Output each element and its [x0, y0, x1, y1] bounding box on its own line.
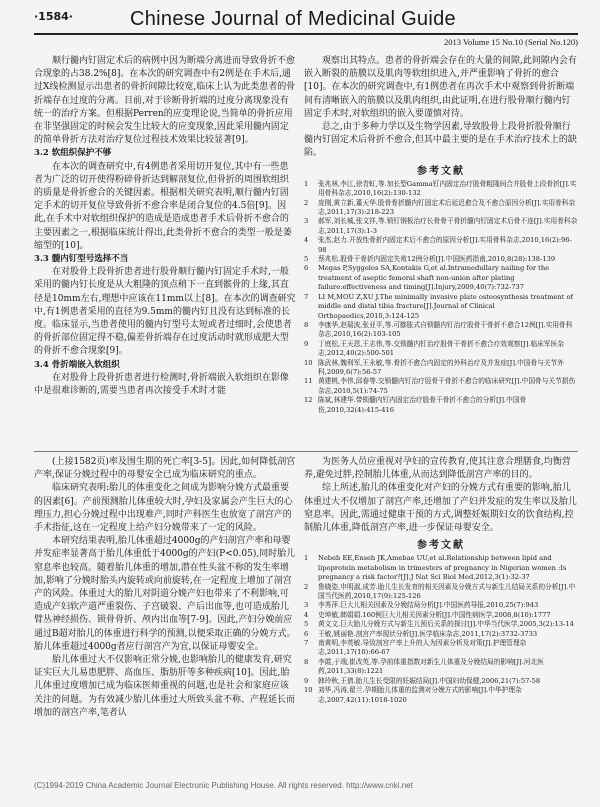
paragraph: 本研究结果表明,胎儿体重超过4000g的产妇剖宫产率和母婴并发症率显著高于胎儿体重低于4000g的产妇(P<0.05),同时胎儿窒息率也较高。随着胎儿体重的增加,潜在性头盆不称的发生率增加,影响了分娩时胎头内旋转或向前旋转,在一定程度上增加了剖宫产的风险。体重过大的胎儿对阴道分娩产妇也带来了不利影响,可造成产妇软产道严重裂伤、子宫破裂、产后出血等,也可造成胎儿臂丛神经损伤、锁骨骨折、颅内出血等[7-9]。因此,产妇分娩前应通过B超对胎儿的体重进行科学的预测,以便采取正确的分娩方式。胎儿体重超过4000g者应行剖宫产为宜,以保证母婴安全。: [34, 536, 296, 652]
reference-number: 6: [304, 264, 309, 273]
paragraph: 胎儿体重过大不仅影响正常分娩,也影响胎儿的健康发育,研究证实巨大儿易患肥胖、高血压、脂肪肝等多种疾病[10]。因此,胎儿体重过度增加已成为临床医师重视的问题,也是社会和家庭应该关注的问题。为有效减少胎儿体重过大所致头盆不称、产程延长而增加的剖宫产率,笔者认: [34, 655, 296, 718]
reference-number: 9: [304, 676, 309, 685]
reference-item: [304, 217, 578, 236]
reference-text: LI M,MOU Z,XU J.The minimally invasive plate osteosynthesis treatment of middle and distal tibia fracture[J].Journal of Clinical Orthopaedics,2010,3:124-125: [318, 292, 574, 320]
paragraph: (上接1582页)率及围生期的死亡率[3-5]。因此,如何降低剖宫产率,保证分娩过程中的母婴安全已成为临床研究的重点。: [34, 457, 296, 481]
reference-text: 南黄明,李英敏.导致剖宫产率上升的人为因素分析及对策[J].护理管理杂志,2011,17(10):66-67: [318, 639, 527, 657]
reference-text: 李秀萍.巨大儿相关因素及分娩结局分析[J].中国医药导报,2010,25(7):943: [318, 601, 539, 610]
reference-text: 丁庭松,王天恩,王志伟,等.交锁髓内钉治疗股骨干骨折不愈合疗效观察[J].临床军医杂志,2012,40(2):500-501: [318, 339, 564, 358]
reference-text: 陈斌,林建华.带锁髓内钉内固定治疗股骨干骨折不愈合的分析[J].中国骨伤,2010,32(4):415-416: [318, 396, 527, 414]
reference-item: [304, 639, 578, 658]
article-upper-right-column: [304, 55, 578, 415]
paragraph: 观察出其特点。患者的骨折端会存在的大量的间隙,此间隙内会有嵌入断裂的筋膜以及肌肉等软组织进入,并严重影响了骨折的愈合[10]。在本次的研究调查中,有1例患者在再次手术中观察到骨折断端间有清晰嵌入的筋膜以及肌肉组织,由此证明,在进行股骨顺行髓内钉固定手术时,对软组织的嵌入要谨慎对待。: [304, 56, 577, 119]
reference-number: 5: [304, 255, 309, 264]
section-heading: 3.4 骨折端嵌入软组织: [34, 359, 120, 370]
reference-item: [304, 255, 578, 264]
reference-number: 5: [304, 620, 309, 629]
reference-item: [304, 236, 578, 255]
paragraph: 在本次的调查研究中,有4例患者采用切开复位,其中有一些患者为广泛的切开使得粉碎骨折达到解剖复位,但骨折的周围软组织的质量是骨折愈合的关键因素。根据相关研究表明,顺行髓内钉固定手术的切开复位导致骨折不愈合率是闭合复位的4.5倍[9]。因此,在手术中对软组织保护的造成是造成患者手术后骨折不愈合的主要因素之一,根据临床统计得出,此类骨折不愈合的类型一般是萎缩型的[10]。: [34, 161, 292, 251]
paragraph: 为医务人员应重视对孕妇的宣传教育,使其注意合理膳食,均衡营养,避免过胖,控制胎儿体重,从而达到降低剖宫产率的目的。: [304, 457, 571, 481]
paragraph: 临床研究表明:胎儿的体重变化之间成为影响分娩方式最重要的因素[6]。产前预测胎儿体重较大时,孕妇及家属会产生巨大的心理压力,担心分娩过程中出现难产,同时产科医生也放宽了剖宫产的手术指征,这在一定程度上给产妇分娩带来了一定的风险。: [34, 483, 293, 534]
reference-item: [304, 686, 578, 705]
reference-item: [304, 677, 578, 686]
issue-info: 2013 Volume 15 No.10 (Serial No.120): [443, 37, 578, 47]
reference-number: 7: [304, 292, 309, 301]
reference-number: 9: [304, 339, 309, 348]
section-heading: 3.3 髓内钉型号选择不当: [34, 254, 129, 265]
paragraph: 顺行髓内钉固定术后的病例中因为断端分离进而导致骨折不愈合现象的占38.2%[8]。在本次的研究调查中有2例是在手术后,通过X线检测显示出患者的骨折间隙比较宽,临床上认为此类患者的骨折端存在过度的分离。目前,对于诊断骨折端的过度分离现象没有统一的治疗方案。但根据Perren的应变理论说,当简单的骨折应用在非坚强固定的时候会发生比较大的应变现象,因此采用髓内固定的简单骨折方法对治疗复位过程技术效果比较显著[9]。: [34, 56, 296, 146]
reference-text: 蔡兆松.股骨干骨折内固定失败12例分析[J].中国医药指南,2010,8(28):138-139: [318, 255, 556, 264]
reference-item: [304, 658, 578, 677]
references-title: 参考文献: [417, 165, 465, 177]
reference-text: 郝军,刘长城,张文祥,等.锁钉钢板治疗长骨骨干骨折髓内钉固定术后骨不连[J].实用骨科杂志,2011,17(3):1-3: [318, 217, 578, 235]
reference-text: Megas P,Syggelos SA,Kontakis G,et al.Intramedullary nailing for the treatment of aseptic femoral shaft non-union after plating failure:effectiveness and timing[J].Injury,2009,40(7):732-737: [318, 264, 550, 292]
reference-number: 12: [304, 396, 313, 405]
article-lower-left-column: [34, 456, 296, 720]
reference-text: 陈武林,魏利军,王永敏,等.骨折不愈合内固定的外科治疗及并发症[J].中国骨与关节外科,2009,6(7):56-57: [318, 358, 564, 376]
reference-text: 庞刚,黄立新,董天华.股骨骨折髓内钉固定术后延迟愈合及不愈合原因分析[J].实用骨科杂志,2011,17(3):218-223: [318, 198, 576, 217]
reference-text: 史坤敏,韩娟娟.160例巨大儿相关因素分析[J].中国性病医学,2008,8(10):1777: [318, 610, 551, 619]
reference-item: [304, 180, 578, 199]
reference-item: [304, 264, 578, 292]
reference-text: 张杰,赵力.开放性骨折内固定术后不愈合的原因分析[J].实用骨科杂志,2010,16(2):96-98: [318, 236, 572, 254]
reference-number: 2: [304, 582, 309, 591]
reference-text: Nebeb EE,Enseh JK,Amebae UU,et al.Relationship between lipid and lipoprotein metabolism in trimesters of pregnancy in Nigerian women :Is pregnancy a risk factor?[J].J Nat Sci Biol Med,2012,3(1):32-37: [318, 554, 567, 582]
references-title: 参考文献: [417, 540, 465, 552]
reference-item: [304, 396, 578, 415]
article-divider: [34, 451, 578, 452]
page-header: [34, 8, 578, 52]
page-number: ·1584·: [34, 10, 73, 23]
reference-text: 鲁晓姿,申明淑,成芳.胎儿生长发育的相关因素及分娩方式与新生儿结局关系的分析[J].中国当代医药,2010,17(9):125-126: [318, 582, 576, 601]
reference-number: 6: [304, 629, 309, 638]
reference-number: 10: [304, 358, 313, 367]
reference-item: [304, 321, 578, 340]
reference-list: [304, 180, 578, 415]
reference-text: 韩玲秋,王倩.胎儿生长受限的妊娠结局[J].中国妇幼保健,2006,21(7):57-58: [318, 676, 541, 685]
reference-number: 10: [304, 686, 313, 695]
header-rule: [34, 33, 578, 35]
reference-number: 8: [304, 320, 309, 329]
reference-text: 王敏,姚丽艳.剖宫产率现状分析[J].医学临床杂志,2011,17(2):3732-3733: [318, 629, 538, 638]
reference-item: [304, 620, 578, 629]
paragraph: 在对股骨上段骨折患者进行股骨顺行髓内钉固定手术时,一般采用的髓内钉长度是从大粗隆的顶点稍下一直到髌骨的上缘,其直径是10mm左右,理想中应该在11mm以上[8]。在本次的调查研究中,有1例患者采用的直径为9.5mm的髓内钉且没有达到标准的长度。临床显示,当患者使用的髓内钉型号太短或者过细时,会使患者的骨折部位固定得不稳,偏差骨折端存在过度活动时就形成肥大型的骨折不愈合现象[9]。: [34, 267, 296, 357]
reference-item: [304, 377, 578, 396]
reference-number: 3: [304, 601, 309, 610]
reference-number: 8: [304, 657, 309, 666]
paragraph: 在对股骨上段骨折患者进行检测时,骨折端嵌入软组织在影像中是很难诊断的,需要当患者再次接受手术时才能: [34, 372, 289, 397]
reference-item: [304, 554, 578, 582]
article-lower-right-column: [304, 456, 578, 705]
copyright-footer: (C)1994-2019 China Academic Journal Electronic Publishing House. All rights reserved. http://www.cnki.net: [34, 781, 413, 790]
paragraph: 综上所述,胎儿的体重变化对产妇的分娩方式有重要的影响,胎儿体重过大不仅增加了剖宫产率,还增加了产妇并发症的发生率以及胎儿窒息率。因此,需通过健康干预的方式,调整妊娠期妇女的饮食结构,控制胎儿体重,降低剖宫产率,进一步保证母婴安全。: [304, 483, 577, 534]
reference-item: [304, 630, 578, 639]
section-heading: 3.2 软组织保护不够: [34, 148, 112, 159]
reference-text: 李霞,于端,崔改英,等.孕前体重指数对新生儿体重及分娩结局的影响[J].河北医药,2011,33(8):1221: [318, 657, 544, 676]
reference-number: 3: [304, 217, 309, 226]
reference-item: [304, 583, 578, 602]
reference-item: [304, 199, 578, 218]
reference-number: 1: [304, 179, 309, 188]
reference-item: [304, 359, 578, 378]
paragraph: 总之,由于多种力学以及生物学因素,导致股骨上段骨折股骨顺行髓内钉固定术后骨折不愈合,但其中最主要的是在手术治疗技术上的缺陷。: [304, 122, 577, 159]
journal-title: Chinese Journal of Medicinal Guide: [130, 8, 456, 30]
reference-list: [304, 554, 578, 705]
reference-number: 11: [304, 377, 313, 386]
reference-item: [304, 293, 578, 321]
reference-text: 黄文文.巨大胎儿分娩方式与新生儿预后关系的探讨[J].中华当代医学,2005,3(2):13-14: [318, 620, 574, 629]
reference-text: 刘华,冯涛,翟兰.孕期胎儿体重的监测对分娩方式的影响[J].中华护理杂志,2007,42(11):1018-1020: [318, 686, 522, 704]
reference-item: [304, 611, 578, 620]
reference-text: 黄建桃,李伟,邱春等.交锁髓内钉治疗胫骨干骨折不愈合的临床研究[J].中国骨与关节损伤杂志,2010,5(1):74-75: [318, 377, 576, 395]
reference-number: 4: [304, 236, 309, 245]
reference-text: 张兆林,李江,徐青虹,等.加长型Gamma钉内固定治疗股骨粗隆间合并股骨上段骨折[J].实用骨科杂志,2010,16(2):130-132: [318, 179, 577, 198]
reference-text: 李康华,赵瑞波,张亚平,等.可膨胀式自锁髓内钉治疗股骨干骨折不愈合12例[J].实用骨科杂志,2010,16(2):103-105: [318, 320, 573, 339]
reference-number: 2: [304, 198, 309, 207]
reference-number: 4: [304, 610, 309, 619]
reference-item: [304, 340, 578, 359]
article-upper-left-column: [34, 55, 296, 398]
reference-number: 7: [304, 639, 309, 648]
reference-item: [304, 601, 578, 610]
reference-number: 1: [304, 554, 309, 563]
